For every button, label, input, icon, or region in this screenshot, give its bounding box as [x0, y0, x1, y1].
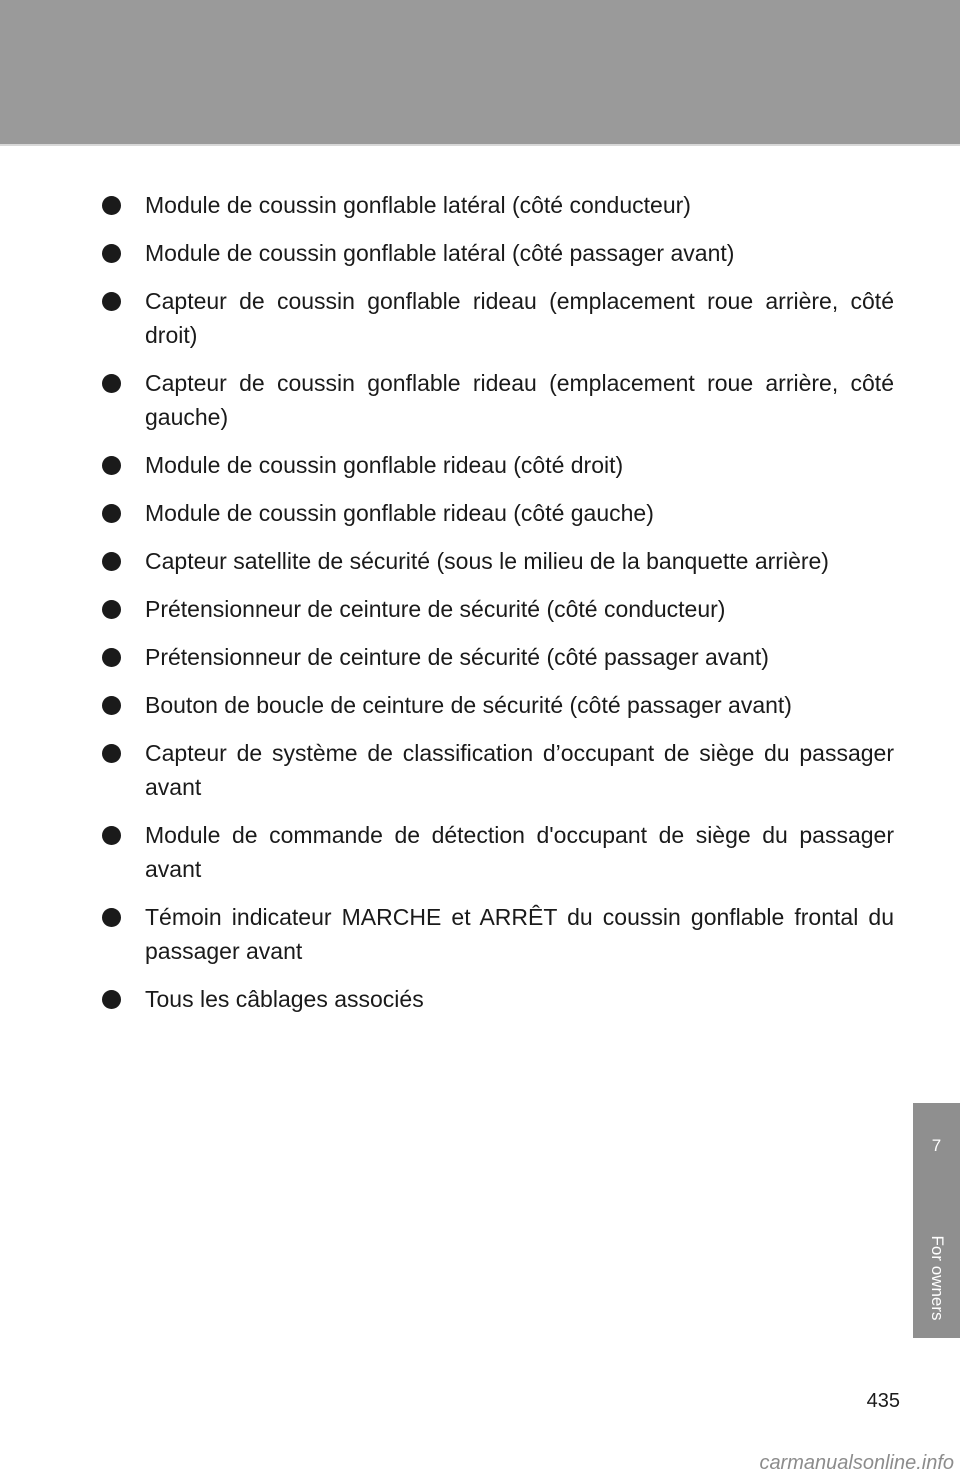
list-item-text: Module de coussin gonflable rideau (côté gauche): [145, 500, 654, 526]
header-band: [0, 0, 960, 144]
list-item-text: Tous les câblages associés: [145, 986, 424, 1012]
list-item: [102, 900, 894, 968]
bullet-dot-icon: [102, 552, 121, 571]
list-item-text: Bouton de boucle de ceinture de sécurité (côté passager avant): [145, 692, 792, 718]
header-divider: [0, 144, 960, 146]
bullet-dot-icon: [102, 196, 121, 215]
list-item: [102, 688, 894, 722]
list-item: [102, 736, 894, 804]
bullet-dot-icon: [102, 374, 121, 393]
watermark: carmanualsonline.info: [759, 1452, 954, 1474]
list-item-text: Module de coussin gonflable latéral (côté passager avant): [145, 240, 735, 266]
list-item: [102, 592, 894, 626]
list-item-text: Module de coussin gonflable latéral (côté conducteur): [145, 192, 691, 218]
list-item: [102, 366, 894, 434]
list-item: [102, 284, 894, 352]
list-item: [102, 496, 894, 530]
bullet-dot-icon: [102, 744, 121, 763]
list-item: [102, 236, 894, 270]
bullet-dot-icon: [102, 504, 121, 523]
bullet-dot-icon: [102, 826, 121, 845]
list-item: [102, 818, 894, 886]
list-item: [102, 544, 894, 578]
page-number: 435: [866, 1390, 900, 1412]
list-item-text: Prétensionneur de ceinture de sécurité (côté conducteur): [145, 596, 726, 622]
bullet-dot-icon: [102, 244, 121, 263]
list-item-text: Prétensionneur de ceinture de sécurité (côté passager avant): [145, 644, 769, 670]
bullet-dot-icon: [102, 456, 121, 475]
component-list: [102, 188, 894, 1030]
chapter-side-tab: [913, 1103, 960, 1338]
chapter-label: For owners: [928, 1235, 947, 1321]
list-item-text: Témoin indicateur MARCHE et ARRÊT du coussin gonflable frontal du passager avant: [145, 904, 894, 964]
list-item: [102, 640, 894, 674]
list-item-text: Capteur de coussin gonflable rideau (emplacement roue arrière, côté gauche): [145, 370, 894, 430]
chapter-number: 7: [931, 1136, 942, 1155]
bullet-dot-icon: [102, 648, 121, 667]
list-item-text: Capteur satellite de sécurité (sous le milieu de la banquette arrière): [145, 548, 829, 574]
bullet-dot-icon: [102, 292, 121, 311]
list-item-text: Capteur de système de classification d’occupant de siège du passager avant: [145, 740, 894, 800]
bullet-dot-icon: [102, 600, 121, 619]
list-item-text: Capteur de coussin gonflable rideau (emplacement roue arrière, côté droit): [145, 288, 894, 348]
list-item: [102, 982, 894, 1016]
bullet-dot-icon: [102, 696, 121, 715]
list-item: [102, 188, 894, 222]
bullet-dot-icon: [102, 990, 121, 1009]
list-item-text: Module de commande de détection d'occupant de siège du passager avant: [145, 822, 894, 882]
bullet-dot-icon: [102, 908, 121, 927]
list-item-text: Module de coussin gonflable rideau (côté droit): [145, 452, 624, 478]
list-item: [102, 448, 894, 482]
